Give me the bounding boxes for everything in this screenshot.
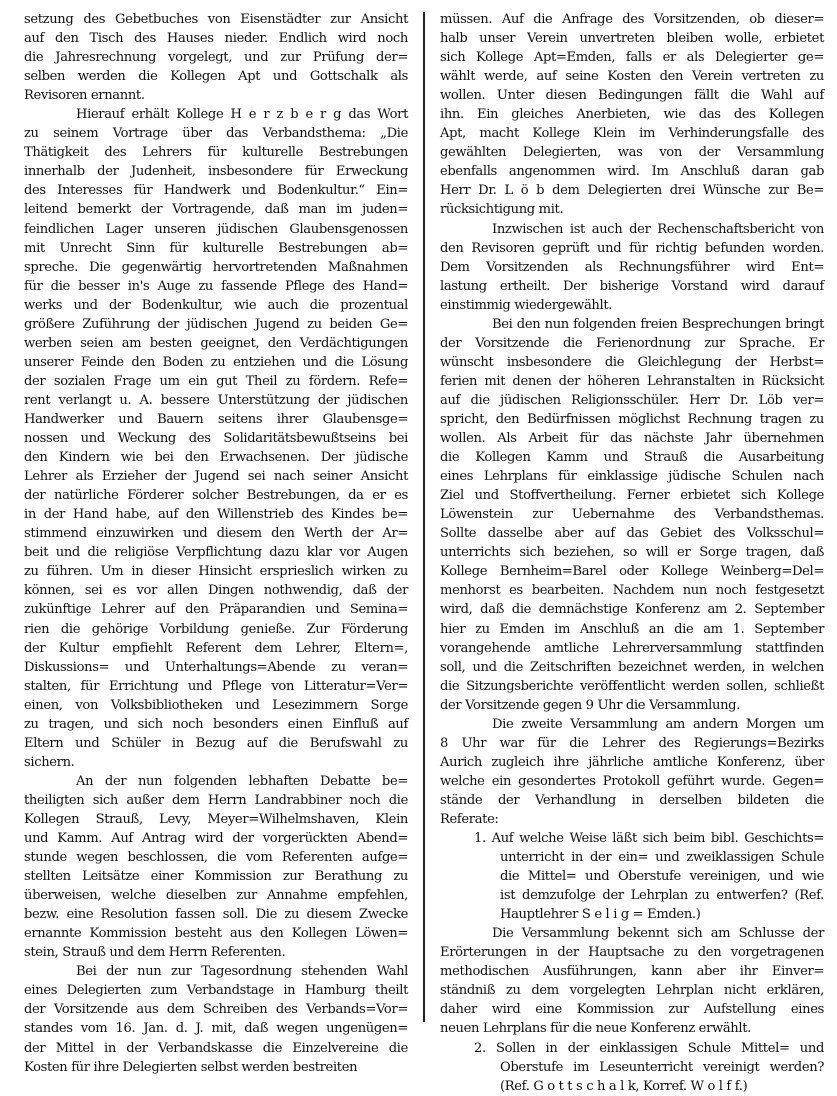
text-line: die Mittel= und Oberstufe vereinigen, und wie [500, 869, 824, 885]
text-line: unterrichts sich beziehen, so will er Sorge tragen, daß [440, 545, 824, 561]
text-line: die Kollegen Kamm und Strauß die Ausarbeitung [440, 450, 824, 466]
text-line: Die Versammlung bekennt sich am Schlusse der [492, 926, 824, 942]
text-line: rent verlangt u. A. bessere Unterstützung der jüdischen [24, 392, 408, 408]
paragraph [24, 105, 408, 772]
text-line: gewählten Delegierten, was von der Versammlung [440, 145, 824, 161]
text-line: der Vorsitzende gegen 9 Uhr die Versammlung. [440, 697, 741, 713]
left-column [24, 10, 408, 1077]
text-line: werks und der Bodenkultur, wie auch die prozentual [24, 297, 408, 313]
text-line: stände der Verhandlung in derselben bildeten die [440, 792, 824, 808]
text-line: lastung ertheilt. Der bisherige Vorstand wird darauf [440, 278, 824, 294]
text-line: Hierauf erhält Kollege H e r z b e r g das Wort [76, 107, 408, 123]
text-line: Ziel und Stoffvertheilung. Ferner erbietet sich Kollege [440, 488, 824, 504]
text-line: ständniß zu dem vorgelegten Lehrplan nicht erklären, [440, 983, 824, 999]
text-line: wählt werde, auf seine Kosten den Verein vertreten zu [440, 69, 824, 85]
paragraph [440, 220, 824, 315]
text-line: der Kultur empfiehlt Referent dem Lehrer, Eltern=, [24, 640, 408, 656]
text-line: sichern. [24, 754, 75, 770]
text-line: daher wird eine Kommission zur Aufstellung eines [440, 1002, 824, 1018]
text-line: werben seien am besten geeignet, den Verdächtigungen [24, 335, 408, 351]
paragraph [24, 10, 408, 105]
text-line: Apt, macht Kollege Klein im Verhinderungsfalle des [440, 126, 824, 142]
text-line: Thätigkeit des Lehrers für kulturelle Bestrebungen [24, 145, 408, 161]
text-line: feindlichen Lager unseren jüdischen Glaubensgenossen [24, 221, 408, 237]
text-line: der Vorsitzende die Ferienordnung zur Sprache. Er [440, 335, 824, 351]
text-line: rien die gehörige Vorbildung genieße. Zur Förderung [24, 621, 408, 637]
text-line: auf die jüdischen Religionsschüler. Herr Dr. Löb ver= [440, 392, 824, 408]
text-line: rücksichtigung mit. [440, 202, 564, 218]
text-line: können, sei es vor allen Dingen nothwendig, daß der [24, 583, 408, 599]
list-item [440, 1039, 824, 1096]
text-line: leitend bemerkt der Vortragende, daß man im juden= [24, 202, 408, 218]
text-line: zu tragen, und sich noch besonders einen Einfluß auf [24, 716, 408, 732]
text-line: mit Unrecht Sinn für kulturelle Bestrebungen ab= [24, 240, 408, 256]
text-line: 1. Auf welche Weise läßt sich beim bibl. Geschichts= [474, 831, 824, 847]
text-line: Kollege Bernheim=Barel oder Kollege Weinberg=Del= [440, 564, 824, 580]
text-line: ist demzufolge der Lehrplan zu entwerfen? (Ref. [500, 888, 824, 904]
text-line: zu seinem Vortrage über das Verbandsthema: „Die [24, 126, 408, 142]
text-line: Sollte dasselbe aber auf das Gebiet des Volksschul= [440, 526, 824, 542]
text-line: Dem Vorsitzenden als Rechnungsführer wird Ent= [440, 259, 824, 275]
text-line: Bei der nun zur Tagesordnung stehenden Wahl [76, 964, 408, 980]
text-line: stunde wegen beschlossen, die vom Referenten aufge= [24, 850, 408, 866]
text-line: den Revisoren geprüft und für richtig befunden worden. [440, 240, 824, 256]
text-line: einen, von Volksbibliotheken und Lesezimmern Sorge [24, 697, 408, 713]
text-line: stein, Strauß und dem Herrn Referenten. [24, 945, 286, 961]
text-line: eines Lehrplans für einklassige jüdische Schulen nach [440, 469, 824, 485]
paragraph [24, 772, 408, 962]
text-line: stellten Leitsätze einer Kommission zur Berathung zu [24, 869, 408, 885]
text-line: spricht, den Bedürfnissen möglichst Rechnung tragen zu [440, 411, 824, 427]
text-line: nossen und Weckung des Solidaritätsbewußtseins bei [24, 431, 408, 447]
text-line: für die besser in's Auge zu fassende Pflege des Hand= [24, 278, 408, 294]
text-line: Bei den nun folgenden freien Besprechungen bringt [492, 316, 824, 332]
text-line: die Sitzungsberichte veröffentlicht werden sollen, schließt [440, 678, 824, 694]
text-line: Handwerker und Bauern seitens ihrer Glaubensge= [24, 411, 408, 427]
text-line: Oberstufe im Leseunterricht vereinigt werden? [500, 1059, 824, 1075]
text-line: selben werden die Kollegen Apt und Gottschalk als [24, 69, 408, 85]
paragraph [440, 924, 824, 1038]
text-line: in der Hand habe, auf den Willenstrieb des Kindes be= [24, 507, 408, 523]
text-line: ihn. Ein gleiches Anerbieten, wie das des Kollegen [440, 107, 824, 123]
text-line: (Ref. G o t t s c h a l k, Korref. W o l f f.) [500, 1078, 748, 1094]
text-line: ebenfalls angenommen wird. Im Anschluß daran gab [440, 164, 824, 180]
text-line: eines Delegierten zum Verbandstage in Hamburg theilt [24, 983, 408, 999]
text-line: Erörterungen in der Hauptsache zu den vorgetragenen [440, 945, 824, 961]
text-line: innerhalb der Judenheit, insbesondere für Erweckung [24, 164, 408, 180]
paragraph [440, 10, 824, 220]
text-line: und Kamm. Auf Antrag wird der vorgerückten Abend= [24, 831, 408, 847]
text-line: müssen. Auf die Anfrage des Vorsitzenden, ob dieser= [440, 12, 824, 27]
text-line: wollen. Als Arbeit für das nächste Jahr übernehmen [440, 431, 824, 447]
text-line: die Jahresrechnung vorgelegt, und zur Prüfung der= [24, 50, 408, 66]
text-line: 8 Uhr war für die Lehrer des Regierungs=Bezirks [440, 735, 824, 751]
text-line: theiligten sich außer dem Herrn Landrabbiner noch die [24, 792, 408, 808]
text-line: unserer Feinde den Boden zu entziehen und die Lösung [24, 354, 408, 370]
text-line: neuen Lehrplans für die neue Konferenz erwählt. [440, 1021, 751, 1037]
text-line: wird, daß die demnächstige Konferenz am 2. September [440, 602, 824, 618]
text-line: zukünftige Lehrer auf den Präparandien und Semina= [24, 602, 408, 618]
text-line: soll, und die Zeitschriften bezeichnet werden, in welchen [440, 659, 824, 675]
text-line: wollen. Unter diesen Bedingungen fällt die Wahl auf [440, 88, 824, 104]
text-line: Kosten für ihre Delegierten selbst werden bestreiten [24, 1059, 358, 1075]
text-line: überweisen, welche dieselben zur Annahme empfehlen, [24, 888, 408, 904]
text-line: halb unser Verein unvertreten bleiben wolle, erbietet [440, 31, 824, 47]
text-line: Referate: [440, 811, 499, 827]
text-line: ernannte Kommission besteht aus den Kollegen Löwen= [24, 926, 408, 942]
text-line: Eltern und Schüler in Bezug auf die Berufswahl zu [24, 735, 408, 751]
text-line: der natürliche Förderer solcher Bestrebungen, da er es [24, 488, 408, 504]
text-line: Herr Dr. L ö b dem Delegierten drei Wünsche zur Be= [440, 183, 824, 199]
text-line: spreche. Die gegenwärtig hervortretenden Maßnahmen [24, 259, 408, 275]
text-line: methodischen Ausführungen, kann aber ihr Einver= [440, 964, 824, 980]
paragraph [440, 715, 824, 829]
text-line: Lehrer als Erzieher der Jugend sei nach seiner Ansicht [24, 469, 408, 485]
right-column [440, 10, 824, 1096]
text-line: Inzwischen ist auch der Rechenschaftsbericht von [492, 221, 824, 237]
list-item [440, 829, 824, 924]
text-line: vorangehende amtliche Lehrerversammlung stattfinden [440, 640, 824, 656]
text-line: welche ein gesondertes Protokoll geführt wurde. Gegen= [440, 773, 824, 789]
text-line: An der nun folgenden lebhaften Debatte be= [76, 773, 408, 789]
text-line: den Kindern wie bei den Erwachsenen. Der jüdische [24, 450, 408, 466]
text-line: größere Zuführung der jüdischen Jugend zu beiden Ge= [24, 316, 408, 332]
text-line: Hauptlehrer S e l i g = Emden.) [500, 907, 701, 923]
paragraph [440, 315, 824, 715]
text-line: setzung des Gebetbuches von Eisenstädter zur Ansicht [24, 12, 408, 27]
text-line: stimmend einzuwirken und diesem den Werth der Ar= [24, 526, 408, 542]
text-line: beit und die religiöse Verpflichtung dazu klar vor Augen [24, 545, 408, 561]
text-line: Aurich zugleich ihre jährliche amtliche Konferenz, über [440, 754, 824, 770]
text-line: Kollegen Strauß, Levy, Meyer=Wilhelmshaven, Klein [24, 811, 408, 827]
text-line: der sozialen Frage um ein gut Theil zu fördern. Refe= [24, 373, 408, 389]
text-line: Die zweite Versammlung am andern Morgen um [492, 716, 824, 732]
text-line: zu führen. Um in dieser Hinsicht ersprieslich wirken zu [24, 564, 408, 580]
text-line: unterricht in der ein= und zweiklassigen Schule [500, 850, 824, 866]
text-line: stalten, für Errichtung und Pflege von Litteratur=Ver= [24, 678, 408, 694]
text-line: wünscht insbesondere die Gleichlegung der Herbst= [440, 354, 824, 370]
text-line: Diskussions= und Unterhaltungs=Abende zu veran= [24, 659, 408, 675]
paragraph [24, 962, 408, 1076]
text-line: hier zu Emden im Anschluß an die am 1. September [440, 621, 824, 637]
text-line: Löwenstein zur Uebernahme des Verbandsthemas. [440, 507, 824, 523]
text-line: Revisoren ernannt. [24, 88, 145, 104]
text-line: menhorst es bearbeiten. Nachdem nun noch festgesetzt [440, 583, 824, 599]
text-line: der Mittel in der Verbandskasse die Einzelvereine die [24, 1040, 408, 1056]
text-line: ferien mit denen der höheren Lehranstalten in Rücksicht [440, 373, 824, 389]
text-line: bezw. eine Resolution fassen soll. Die zu diesem Zwecke [24, 907, 408, 923]
text-line: einstimmig wiedergewählt. [440, 297, 613, 313]
text-line: 2. Sollen in der einklassigen Schule Mittel= und [474, 1040, 824, 1056]
text-line: sich Kollege Apt=Emden, falls er als Delegierter ge= [440, 50, 824, 66]
text-line: des Interesses für Handwerk und Bodenkultur.“ Ein= [24, 183, 408, 199]
text-line: der Vorsitzende aus dem Schreiben des Verbands=Vor= [24, 1002, 408, 1018]
column-divider [423, 12, 425, 1022]
text-line: auf den Tisch des Hauses nieder. Endlich wird noch [24, 31, 408, 47]
text-line: standes vom 16. Jan. d. J. mit, daß wegen ungenügen= [24, 1021, 408, 1037]
